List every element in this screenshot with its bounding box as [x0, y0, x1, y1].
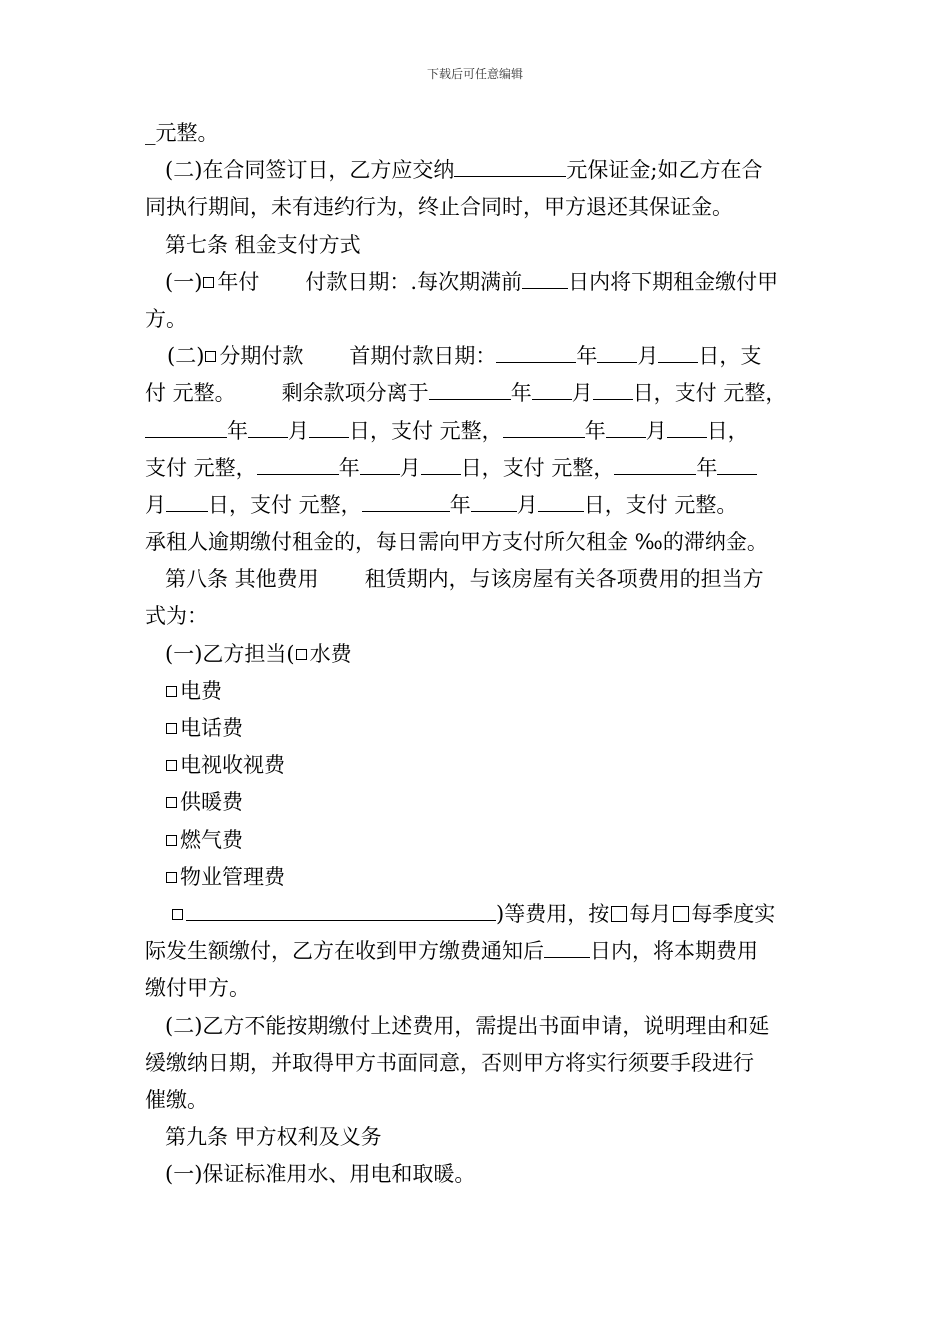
line-late-request-3: 催缴。 [145, 1087, 208, 1112]
line-fee-payment: 际发生额缴付，乙方在收到甲方缴费通知后 日内，将本期费用 [145, 939, 758, 964]
checkbox-property[interactable] [166, 872, 177, 883]
checkbox-tv[interactable] [166, 760, 177, 771]
line-guarantee-utilities: (一)保证标准用水、用电和取暖。 [165, 1162, 476, 1187]
fee-heating: 供暖费 [145, 784, 815, 821]
line-installment: (二) 分期付款 首期付款日期： 年 月 日，支 [167, 344, 762, 369]
checkbox-installment[interactable] [205, 351, 216, 362]
fee-other: )等费用，按 每月 每季度实 [145, 896, 815, 933]
fee-tv: 电视收视费 [145, 747, 815, 784]
line-annual-cont: 方。 [145, 306, 187, 331]
blank-other-fee[interactable] [186, 901, 496, 921]
line-deposit: (二)在合同签订日，乙方应交纳 元保证金;如乙方在合 [165, 158, 763, 183]
article-9-heading: 第九条 甲方权利及义务 [165, 1125, 382, 1150]
fee-gas: 燃气费 [145, 822, 815, 859]
checkbox-water[interactable] [296, 649, 307, 660]
line-late-fee: 承租人逾期缴付租金的，每日需向甲方支付所欠租金 ‰的滞纳金。 [145, 530, 768, 555]
line-late-request-2: 缓缴纳日期，并取得甲方书面同意，否则甲方将实行须要手段进行 [145, 1050, 754, 1075]
line-installment-2: 付 元整。 剩余款项分离于 年 月 日，支付 元整， [145, 381, 787, 406]
article-8-heading: 第八条 其他费用 租赁期内，与该房屋有关各项费用的担当方 [165, 567, 764, 592]
checkbox-quarterly[interactable] [673, 906, 689, 922]
fee-water: (一)乙方担当( 水费 [165, 641, 352, 666]
line-late-request: (二)乙方不能按期缴付上述费用，需提出书面申请，说明理由和延 [165, 1013, 770, 1038]
blank-deposit[interactable] [454, 157, 566, 177]
line-fee-payment-cont: 缴付甲方。 [145, 976, 250, 1001]
checkbox-phone[interactable] [166, 723, 177, 734]
line-yuan-zheng: _元整。 [145, 121, 219, 145]
line-annual-payment: (一) 年付 付款日期：.每次期满前 日内将下期租金缴付甲 [165, 269, 779, 294]
line-deposit-cont: 同执行期间，未有违约行为，终止合同时，甲方退还其保证金。 [145, 195, 733, 220]
checkbox-annual[interactable] [203, 277, 214, 288]
line-installment-4: 支付 元整， 年 月 日，支付 元整， 年 [145, 450, 815, 487]
contract-body [145, 115, 815, 1193]
checkbox-other[interactable] [172, 909, 183, 920]
line-installment-5: 月 日，支付 元整， 年 月 日，支付 元整。 [145, 492, 738, 517]
fee-phone: 电话费 [145, 710, 815, 747]
fee-electric: 电费 [145, 673, 815, 710]
checkbox-electric[interactable] [166, 686, 177, 697]
page-header: 下载后可任意编辑 [426, 67, 523, 81]
checkbox-monthly[interactable] [611, 906, 627, 922]
checkbox-heating[interactable] [166, 797, 177, 808]
article-7-heading: 第七条 租金支付方式 [165, 232, 361, 257]
line-installment-3: 年 月 日，支付 元整， 年 月 日， [145, 413, 815, 450]
blank-days[interactable] [522, 269, 568, 289]
checkbox-gas[interactable] [166, 835, 177, 846]
line-fees-cont: 式为： [145, 604, 208, 629]
fee-property: 物业管理费 [145, 859, 815, 896]
